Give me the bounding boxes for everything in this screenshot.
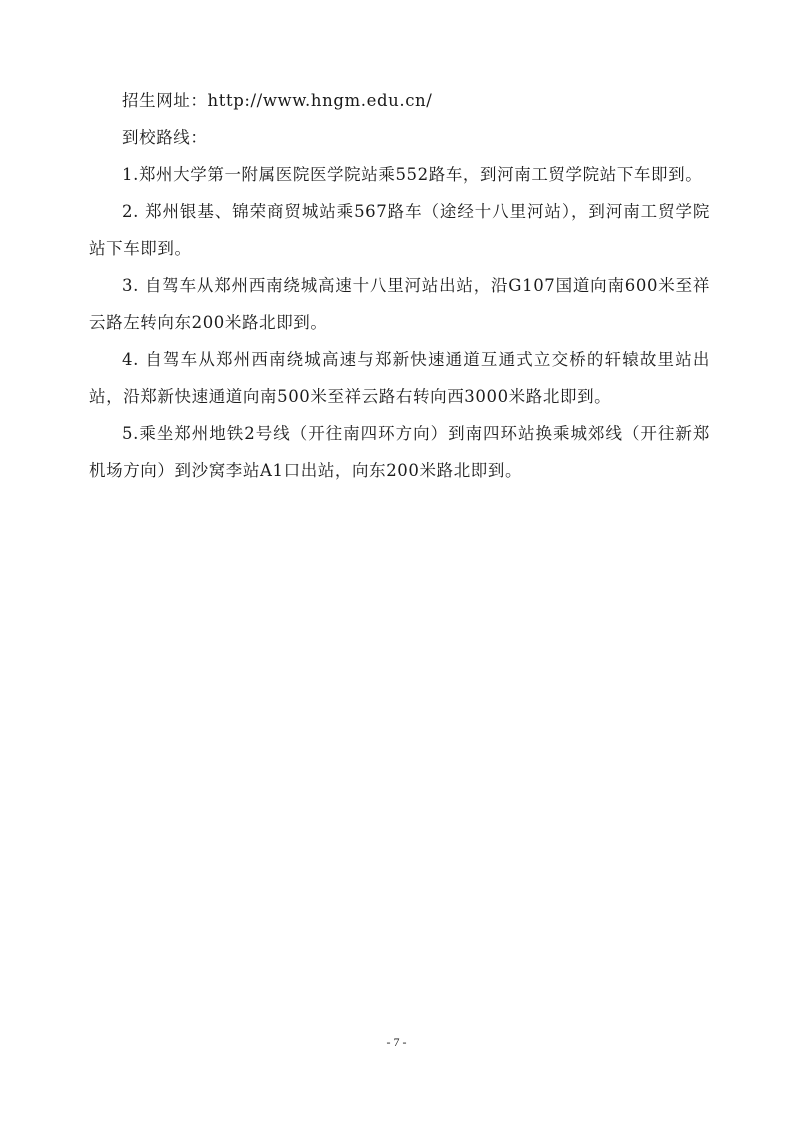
route-item-4: 4. 自驾车从郑州西南绕城高速与郑新快速通道互通式立交桥的轩辕故里站出站，沿郑新快速通道向南500米至祥云路右转向西3000米路北即到。 bbox=[89, 350, 710, 406]
route-item-1: 1.郑州大学第一附属医院医学院站乘552路车，到河南工贸学院站下车即到。 bbox=[122, 165, 703, 184]
admissions-website-line: 招生网址：http://www.hngm.edu.cn/ bbox=[122, 91, 433, 110]
page-number: - 7 - bbox=[386, 1035, 407, 1049]
route-item-2: 2. 郑州银基、锦荣商贸城站乘567路车（途经十八里河站），到河南工贸学院站下车即到。 bbox=[89, 202, 710, 258]
route-item-5: 5.乘坐郑州地铁2号线（开往南四环方向）到南四环站换乘城郊线（开往新郑机场方向）到沙窝李站A1口出站，向东200米路北即到。 bbox=[89, 424, 710, 480]
document-body bbox=[89, 82, 710, 489]
route-heading: 到校路线： bbox=[122, 128, 208, 147]
route-item-3: 3. 自驾车从郑州西南绕城高速十八里河站出站，沿G107国道向南600米至祥云路左转向东200米路北即到。 bbox=[89, 276, 710, 332]
